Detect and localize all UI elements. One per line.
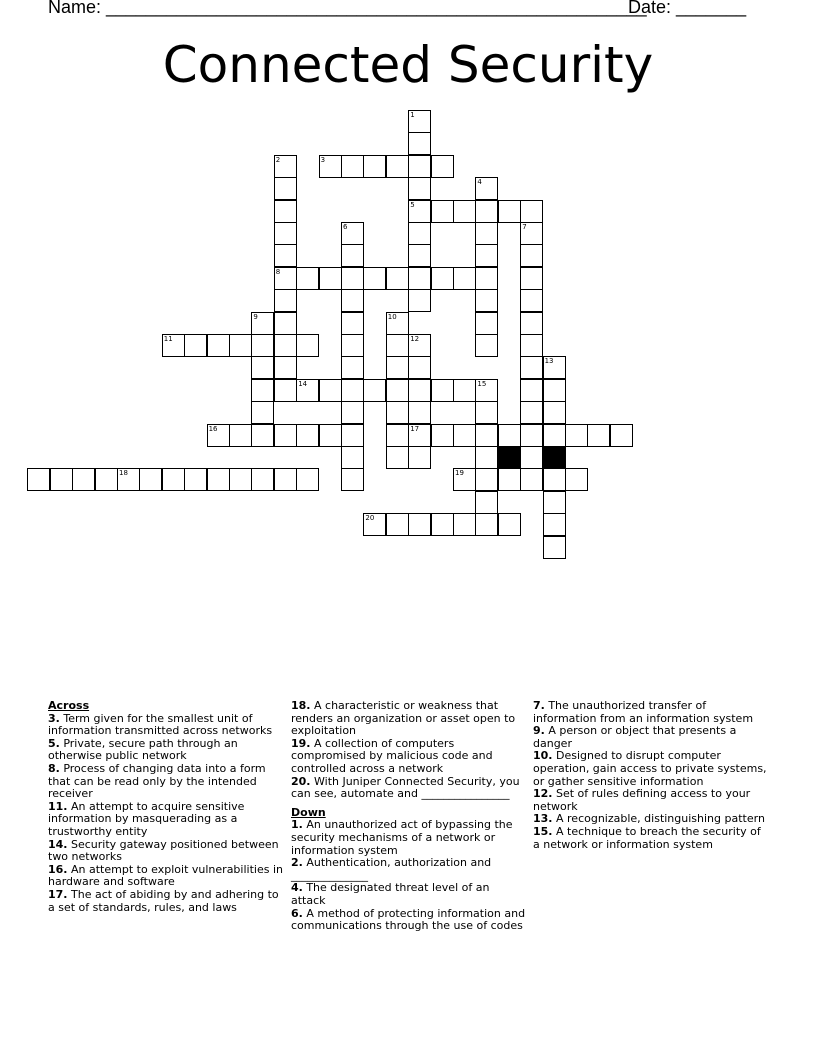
clue-text: A recognizable, distinguishing pattern	[552, 812, 765, 826]
crossword-cell[interactable]	[520, 200, 543, 223]
crossword-cell[interactable]	[475, 379, 498, 402]
crossword-cell[interactable]	[386, 424, 409, 447]
clue-down	[533, 788, 769, 813]
clue-number: 15.	[533, 824, 553, 838]
clue-number: 6.	[291, 906, 303, 920]
crossword-cell[interactable]	[587, 424, 610, 447]
clue-text: An attempt to exploit vulnerabilities in hardware and software	[48, 862, 283, 889]
clue-down	[291, 819, 527, 857]
clue-across	[48, 763, 284, 801]
crossword-cell[interactable]	[341, 312, 364, 335]
crossword-cell[interactable]	[543, 491, 566, 514]
clue-text: Set of rules defining access to your network	[533, 787, 751, 813]
crossword-cell[interactable]	[274, 222, 297, 245]
crossword-cell[interactable]	[386, 334, 409, 357]
crossword-cell[interactable]	[520, 312, 543, 335]
crossword-cell[interactable]	[386, 446, 409, 469]
clue-number: 20.	[291, 774, 311, 788]
crossword-cell[interactable]	[453, 267, 476, 290]
crossword-cell[interactable]	[498, 513, 521, 536]
clue-number: 13.	[533, 812, 553, 826]
crossword-cell[interactable]	[543, 424, 566, 447]
clue-down	[533, 826, 769, 851]
crossword-cell[interactable]	[251, 401, 274, 424]
crossword-cell[interactable]	[27, 468, 50, 491]
crossword-cell[interactable]	[475, 267, 498, 290]
crossword-cell[interactable]	[319, 155, 342, 178]
crossword-cell[interactable]	[363, 267, 386, 290]
crossword-cell[interactable]	[341, 446, 364, 469]
crossword-cell[interactable]	[274, 356, 297, 379]
clue-down	[291, 882, 527, 907]
crossword-cell[interactable]	[229, 468, 252, 491]
crossword-cell[interactable]	[453, 468, 476, 491]
clue-number-label: 17	[410, 424, 420, 433]
crossword-cell[interactable]	[408, 132, 431, 155]
page-title: Connected Security	[162, 36, 654, 94]
crossword-cell[interactable]	[408, 356, 431, 379]
clue-text: A person or object that presents a danger	[533, 724, 737, 750]
crossword-cell[interactable]	[520, 446, 543, 469]
clue-text: With Juniper Connected Security, you can see, automate and ________________	[291, 774, 520, 801]
crossword-cell[interactable]	[95, 468, 118, 491]
clue-across	[48, 864, 284, 889]
crossword-cell[interactable]	[162, 334, 185, 357]
crossword-cell[interactable]	[475, 244, 498, 267]
clue-number: 3.	[48, 711, 60, 725]
clue-number-label: 6	[343, 223, 348, 231]
crossword-cell[interactable]	[341, 424, 364, 447]
crossword-cell[interactable]	[341, 289, 364, 312]
crossword-cell[interactable]	[543, 536, 566, 559]
clue-number: 18.	[291, 699, 311, 712]
clue-across	[48, 713, 284, 738]
crossword-cell[interactable]	[408, 401, 431, 424]
crossword-cell[interactable]	[453, 379, 476, 402]
crossword-cell[interactable]	[408, 379, 431, 402]
crossword-cell[interactable]	[408, 244, 431, 267]
clue-number: 10.	[533, 749, 553, 763]
clue-down	[291, 908, 527, 933]
crossword-cell[interactable]	[565, 468, 588, 491]
crossword-cell[interactable]	[431, 155, 454, 178]
clue-number: 2.	[291, 856, 303, 870]
crossword-cell[interactable]	[341, 401, 364, 424]
clue-across	[48, 889, 284, 914]
crossword-cell[interactable]	[520, 244, 543, 267]
crossword-cell[interactable]	[139, 468, 162, 491]
clues-column-1	[48, 700, 284, 914]
clue-number-label: 5	[410, 200, 415, 209]
crossword-cell[interactable]	[475, 312, 498, 335]
crossword-cell[interactable]	[319, 424, 342, 447]
crossword-cell[interactable]	[341, 244, 364, 267]
crossword-cell[interactable]	[408, 446, 431, 469]
clue-number-label: 13	[544, 357, 554, 366]
crossword-cell[interactable]	[341, 155, 364, 178]
clue-number-label: 11	[163, 335, 173, 343]
crossword-cell[interactable]	[251, 356, 274, 379]
clue-number-label: 1	[410, 111, 415, 119]
crossword-cell[interactable]	[475, 446, 498, 469]
crossword-cell[interactable]	[498, 424, 521, 447]
crossword-cell[interactable]	[251, 312, 274, 335]
crossword-cell[interactable]	[520, 468, 543, 491]
down-heading: Down	[291, 805, 326, 819]
crossword-cell[interactable]	[431, 200, 454, 223]
clue-number-label: 8	[275, 267, 281, 276]
crossword-cell[interactable]	[363, 513, 386, 536]
clue-text: A method of protecting information and communications through the use of codes	[291, 906, 526, 933]
clue-across	[48, 801, 284, 839]
crossword-cell[interactable]	[50, 468, 73, 491]
crossword-cell[interactable]	[453, 200, 476, 223]
crossword-cell[interactable]	[408, 289, 431, 312]
clue-number: 16.	[48, 862, 68, 876]
crossword-cell[interactable]	[543, 401, 566, 424]
across-heading: Across	[48, 699, 90, 712]
crossword-cell[interactable]	[543, 356, 566, 379]
crossword-cell[interactable]	[408, 267, 431, 290]
crossword-cell[interactable]	[363, 379, 386, 402]
crossword-cell[interactable]	[475, 424, 498, 447]
clue-number: 17.	[48, 887, 68, 901]
crossword-cell[interactable]	[520, 401, 543, 424]
crossword-cell[interactable]	[475, 513, 498, 536]
crossword-cell[interactable]	[475, 401, 498, 424]
crossword-cell[interactable]	[251, 424, 274, 447]
clue-number-label: 9	[253, 312, 258, 321]
clue-number-label: 20	[365, 514, 375, 523]
crossword-cell[interactable]	[386, 356, 409, 379]
crossword-cell[interactable]	[408, 222, 431, 245]
crossword-cell[interactable]	[274, 155, 297, 178]
crossword-cell[interactable]	[341, 267, 364, 290]
crossword-cell[interactable]	[408, 155, 431, 178]
crossword-block	[543, 446, 566, 469]
crossword-cell[interactable]	[296, 334, 319, 357]
clue-number: 12.	[533, 787, 553, 801]
crossword-cell[interactable]	[341, 334, 364, 357]
crossword-cell[interactable]	[274, 334, 297, 357]
crossword-cell[interactable]	[475, 334, 498, 357]
crossword-cell[interactable]	[319, 267, 342, 290]
clue-text: Process of changing data into a form that can be read only by the intended receiver	[48, 761, 266, 801]
crossword-cell[interactable]	[296, 468, 319, 491]
crossword-cell[interactable]	[520, 289, 543, 312]
clue-number: 19.	[291, 736, 311, 750]
crossword-cell[interactable]	[341, 468, 364, 491]
clue-down	[533, 700, 769, 725]
crossword-cell[interactable]	[274, 468, 297, 491]
clue-number-label: 14	[298, 379, 308, 388]
clue-across	[291, 776, 527, 801]
crossword-cell[interactable]	[386, 401, 409, 424]
crossword-cell[interactable]	[274, 177, 297, 200]
clue-number: 5.	[48, 736, 60, 750]
crossword-cell[interactable]	[184, 334, 207, 357]
clue-number: 8.	[48, 761, 60, 775]
crossword-cell[interactable]	[408, 110, 431, 133]
clue-text: An unauthorized act of bypassing the security mechanisms of a network or information system	[291, 818, 513, 857]
clue-number-label: 12	[410, 335, 420, 343]
clue-number: 1.	[291, 818, 303, 832]
clue-number-label: 19	[455, 469, 464, 478]
crossword-cell[interactable]	[431, 379, 454, 402]
crossword-cell[interactable]	[72, 468, 95, 491]
crossword-cell[interactable]	[431, 267, 454, 290]
crossword-cell[interactable]	[229, 334, 252, 357]
crossword-cell[interactable]	[475, 177, 498, 200]
crossword-cell[interactable]	[520, 379, 543, 402]
crossword-cell[interactable]	[408, 334, 431, 357]
crossword-cell[interactable]	[610, 424, 633, 447]
crossword-cell[interactable]	[386, 513, 409, 536]
crossword-cell[interactable]	[408, 513, 431, 536]
crossword-cell[interactable]	[520, 356, 543, 379]
crossword-cell[interactable]	[453, 513, 476, 536]
clue-text: A technique to breach the security of a network or information system	[533, 824, 761, 851]
crossword-cell[interactable]	[341, 222, 364, 245]
crossword-cell[interactable]	[274, 379, 297, 402]
clue-text: Designed to disrupt computer operation, gain access to private systems, or gather sensitive information	[533, 749, 767, 788]
crossword-cell[interactable]	[520, 424, 543, 447]
clue-number-label: 4	[477, 178, 482, 187]
crossword-cell[interactable]	[498, 468, 521, 491]
clue-number-label: 3	[320, 155, 326, 164]
crossword-cell[interactable]	[408, 424, 431, 447]
clue-across	[291, 738, 527, 776]
crossword-cell[interactable]	[408, 177, 431, 200]
crossword-cell[interactable]	[274, 200, 297, 223]
crossword-cell[interactable]	[296, 379, 319, 402]
clue-number-label: 15	[477, 379, 487, 388]
clue-number: 4.	[291, 881, 303, 895]
crossword-cell[interactable]	[274, 244, 297, 267]
clue-number: 7.	[533, 699, 545, 712]
clue-down	[533, 750, 769, 788]
clues-column-2	[291, 700, 527, 933]
clue-text: Term given for the smallest unit of information transmitted across networks	[48, 711, 273, 738]
crossword-cell[interactable]	[431, 513, 454, 536]
crossword-cell[interactable]	[475, 491, 498, 514]
crossword-cell[interactable]	[207, 334, 230, 357]
crossword-cell[interactable]	[475, 222, 498, 245]
crossword-cell[interactable]	[475, 200, 498, 223]
clue-number: 11.	[48, 799, 68, 813]
clue-text: A collection of computers compromised by malicious code and controlled across a network	[291, 736, 493, 775]
crossword-cell[interactable]	[251, 334, 274, 357]
crossword-cell[interactable]	[543, 379, 566, 402]
crossword-cell[interactable]	[341, 356, 364, 379]
clue-text: An attempt to acquire sensitive information by masquerading as a trustworthy entity	[48, 799, 245, 838]
clues-column-3	[533, 700, 769, 851]
clue-number-label: 7	[522, 223, 527, 231]
crossword-block	[498, 446, 521, 469]
clue-number-label: 2	[275, 155, 281, 164]
clue-text: Security gateway positioned between two networks	[48, 837, 279, 864]
crossword-cell[interactable]	[386, 267, 409, 290]
crossword-cell[interactable]	[386, 155, 409, 178]
crossword-cell[interactable]	[162, 468, 185, 491]
crossword-cell[interactable]	[543, 513, 566, 536]
crossword-cell[interactable]	[363, 155, 386, 178]
clue-number-label: 18	[119, 469, 128, 478]
crossword-cell[interactable]	[520, 267, 543, 290]
crossword-cell[interactable]	[274, 312, 297, 335]
crossword-cell[interactable]	[386, 379, 409, 402]
clue-text: Authentication, authorization and ______________	[291, 856, 492, 882]
clue-text: The unauthorized transfer of information from an information system	[533, 699, 754, 725]
crossword-cell[interactable]	[453, 424, 476, 447]
clue-down	[291, 857, 527, 882]
clue-number: 9.	[533, 724, 545, 738]
clue-text: A characteristic or weakness that renders an organization or asset open to exploitation	[291, 699, 516, 738]
crossword-cell[interactable]	[475, 468, 498, 491]
crossword-cell[interactable]	[431, 424, 454, 447]
clue-across	[48, 839, 284, 864]
crossword-cell[interactable]	[520, 334, 543, 357]
crossword-cell[interactable]	[207, 424, 230, 447]
clue-across	[48, 738, 284, 763]
crossword-cell[interactable]	[251, 468, 274, 491]
crossword-cell[interactable]	[543, 468, 566, 491]
date-field[interactable]: Date: _______	[628, 0, 747, 17]
clue-number-label: 10	[387, 312, 397, 321]
crossword-cell[interactable]	[296, 424, 319, 447]
crossword-cell[interactable]	[319, 379, 342, 402]
crossword-cell[interactable]	[386, 312, 409, 335]
name-field[interactable]: Name: ______________________________________________________	[48, 0, 647, 17]
clue-number-label: 16	[208, 424, 218, 433]
crossword-cell[interactable]	[184, 468, 207, 491]
crossword-cell[interactable]	[274, 424, 297, 447]
crossword-cell[interactable]	[229, 424, 252, 447]
crossword-cell[interactable]	[274, 267, 297, 290]
crossword-cell[interactable]	[475, 289, 498, 312]
crossword-cell[interactable]	[274, 289, 297, 312]
clue-text: Private, secure path through an otherwise public network	[48, 736, 238, 763]
clue-across	[291, 700, 527, 738]
crossword-cell[interactable]	[520, 222, 543, 245]
clue-down	[533, 725, 769, 750]
crossword-cell[interactable]	[117, 468, 140, 491]
crossword-cell[interactable]	[296, 267, 319, 290]
crossword-cell[interactable]	[408, 200, 431, 223]
crossword-cell[interactable]	[498, 200, 521, 223]
clue-text: The designated threat level of an attack	[291, 881, 490, 907]
crossword-cell[interactable]	[341, 379, 364, 402]
clue-number: 14.	[48, 837, 68, 851]
crossword-cell[interactable]	[565, 424, 588, 447]
crossword-cell[interactable]	[251, 379, 274, 402]
clue-text: The act of abiding by and adhering to a set of standards, rules, and laws	[48, 887, 279, 914]
crossword-cell[interactable]	[207, 468, 230, 491]
